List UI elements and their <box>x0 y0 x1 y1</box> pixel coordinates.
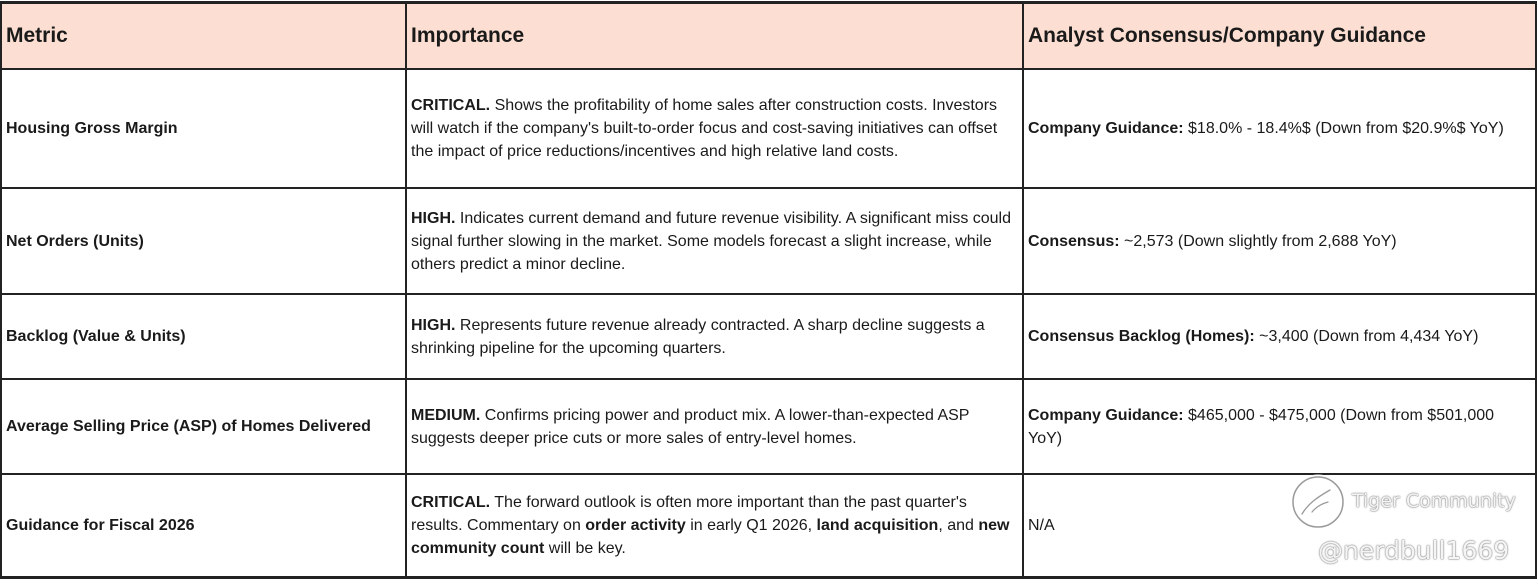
metric-cell: Backlog (Value & Units) <box>1 294 406 379</box>
guidance-label: Company Guidance: <box>1028 406 1184 424</box>
guidance-cell <box>1023 379 1536 474</box>
importance-cell <box>406 379 1023 474</box>
importance-text: , and <box>938 517 979 534</box>
importance-cell <box>406 474 1023 578</box>
importance-text: The forward outlook is often more important than the past quarter's results. Commentary on <box>411 494 967 534</box>
importance-emphasis: land acquisition <box>816 517 939 534</box>
metric-cell: Housing Gross Margin <box>1 69 406 188</box>
table-row <box>1 379 1536 474</box>
importance-level: HIGH. <box>411 316 456 334</box>
metrics-table <box>0 1 1537 579</box>
guidance-text: ~2,573 (Down slightly from 2,688 YoY) <box>1124 232 1397 250</box>
guidance-cell <box>1023 69 1536 188</box>
guidance-text: N/A <box>1028 517 1055 534</box>
guidance-label: Company Guidance: <box>1028 120 1184 137</box>
guidance-text: $465,000 - $475,000 (Down from $501,000 YoY) <box>1028 406 1495 447</box>
importance-level: MEDIUM. <box>411 406 481 424</box>
importance-cell <box>406 188 1023 294</box>
watermark-brand: Tiger Community <box>1352 490 1516 512</box>
importance-text: Indicates current demand and future revenue visibility. A significant miss could signal further slowing in the market. Some models forecast a slight increase, while others predict a minor decline. <box>411 209 1012 273</box>
guidance-cell <box>1023 294 1536 379</box>
guidance-text: $18.0% - 18.4%$ (Down from $20.9%$ YoY) <box>1188 120 1504 137</box>
table-row <box>1 188 1536 294</box>
importance-text: in early Q1 2026, <box>685 517 817 534</box>
importance-level: CRITICAL. <box>411 97 491 114</box>
importance-emphasis: order activity <box>585 517 686 534</box>
importance-emphasis: new community count <box>411 517 1010 557</box>
guidance-cell <box>1023 188 1536 294</box>
importance-cell <box>406 69 1023 188</box>
metric-cell: Net Orders (Units) <box>1 188 406 294</box>
header-guidance: Analyst Consensus/Company Guidance <box>1023 3 1536 70</box>
importance-text: Confirms pricing power and product mix. A lower-than-expected ASP suggests deeper price cuts or more sales of entry-level homes. <box>411 406 970 447</box>
importance-text: Shows the profitability of home sales after construction costs. Investors will watch if the company's built-to-order focus and cost-saving initiatives can offset the impact of price reductions/incentives and high relative land costs. <box>411 97 998 160</box>
guidance-label: Consensus: <box>1028 232 1120 250</box>
header-row <box>1 3 1536 70</box>
watermark-handle: @nerdbull1669 <box>1318 536 1510 565</box>
table-row <box>1 474 1536 578</box>
guidance-cell <box>1023 474 1536 578</box>
importance-level: HIGH. <box>411 209 456 227</box>
header-metric: Metric <box>1 3 406 70</box>
importance-text: Represents future revenue already contracted. A sharp decline suggests a shrinking pipeline for the upcoming quarters. <box>411 316 985 357</box>
table-row <box>1 69 1536 188</box>
metric-cell: Guidance for Fiscal 2026 <box>1 474 406 578</box>
table-row <box>1 294 1536 379</box>
metric-cell: Average Selling Price (ASP) of Homes Delivered <box>1 379 406 474</box>
guidance-text: ~3,400 (Down from 4,434 YoY) <box>1259 328 1479 345</box>
importance-text: will be key. <box>544 540 626 557</box>
importance-cell <box>406 294 1023 379</box>
guidance-label: Consensus Backlog (Homes): <box>1028 328 1255 345</box>
header-importance: Importance <box>406 3 1023 70</box>
importance-level: CRITICAL. <box>411 494 491 511</box>
